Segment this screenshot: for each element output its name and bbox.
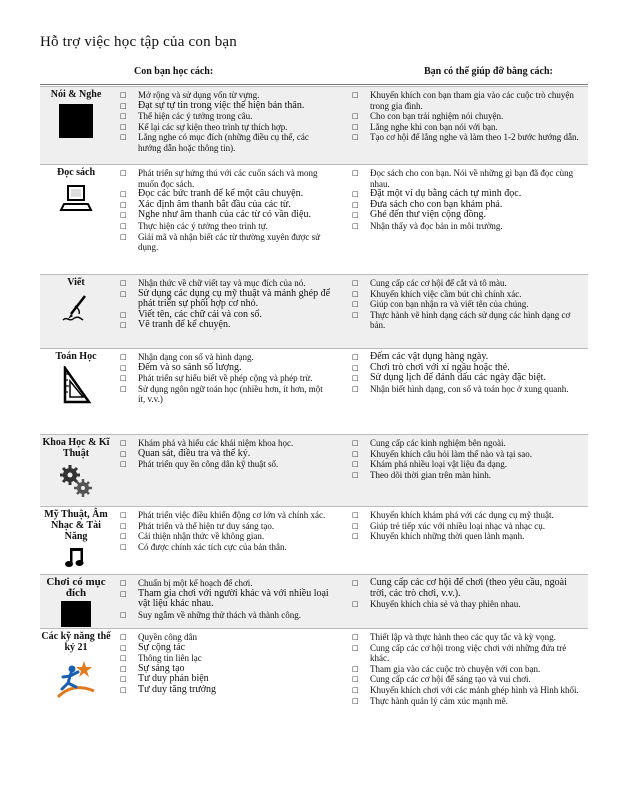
list-item: □ Suy ngẫm về những thử thách và thành công. xyxy=(120,610,332,621)
list-item: □ Đọc các bức tranh để kể một câu chuyện. xyxy=(120,189,332,200)
list-item: □ Nhận thức về chữ viết tay và mục đích của nó. xyxy=(120,278,332,289)
music-note-icon xyxy=(63,546,89,568)
list-item: □ Mở rộng và sử dụng vốn từ vựng. xyxy=(120,90,332,101)
list-item: □ Đếm và so sánh số lượng. xyxy=(120,363,332,374)
list-item: □ Cung cấp các cơ hội để chơi (theo yêu cầu, ngoài trời, các trò chơi, v.v.). xyxy=(352,578,584,599)
list-item: □ Sự cộng tác xyxy=(120,643,332,654)
row-reading xyxy=(40,164,588,274)
category-label: Toán Học xyxy=(55,351,97,362)
list-item: □ Khuyến khích câu hỏi làm thế nào và tại sao. xyxy=(352,449,584,460)
learn-list xyxy=(120,352,332,405)
category-cell xyxy=(40,351,112,404)
list-item: □ Có được chính xác tích cực của bản thân. xyxy=(120,542,332,553)
row-21st-century-skills xyxy=(40,628,588,754)
list-item: □ Tham gia chơi với người khác và với nhiều loại vật liệu khác nhau. xyxy=(120,589,332,610)
list-item: □ Lắng nghe khi con bạn nói với bạn. xyxy=(352,122,584,133)
row-speaking-listening xyxy=(40,86,588,164)
row-arts-music xyxy=(40,506,588,574)
list-item: □ Nhận biết hình dạng, con số và toán học ở xung quanh. xyxy=(352,384,584,395)
list-item: □ Cung cấp các cơ hội để sáng tạo và vui chơi. xyxy=(352,674,584,685)
list-item: □ Quan sát, điều tra và thể ký. xyxy=(120,449,332,460)
list-item: □ Thiết lập và thực hành theo các quy tắc và kỳ vọng. xyxy=(352,632,584,643)
list-item: □ Tham gia vào các cuộc trò chuyện với con bạn. xyxy=(352,664,584,675)
list-item: □ Lắng nghe có mục đích (những điều cụ thể, các hướng dẫn hoặc thông tin). xyxy=(120,132,332,153)
list-item: □ Khuyến khích chơi với các mảnh ghép hình và Hình khối. xyxy=(352,685,584,696)
list-item: □ Khuyến khích việc cầm bút chì chính xác. xyxy=(352,289,584,300)
help-list xyxy=(352,578,584,610)
gears-icon xyxy=(58,463,94,499)
list-item: □ Khám phá và hiểu các khái niệm khoa học. xyxy=(120,438,332,449)
list-item: □ Sử dụng các dụng cụ mỹ thuật và mảnh ghép để phát triển sự phối hợp cơ nhỏ. xyxy=(120,289,332,310)
list-item: □ Cung cấp các cơ hội để cắt và tô màu. xyxy=(352,278,584,289)
list-item: □ Đặt một ví dụ bằng cách tự mình đọc. xyxy=(352,189,584,200)
list-item: □ Phát triển việc điều khiển động cơ lớn và chính xác. xyxy=(120,510,332,521)
list-item: □ Khuyến khích khám phá với các dụng cụ mỹ thuật. xyxy=(352,510,584,521)
row-writing xyxy=(40,274,588,348)
help-list xyxy=(352,168,584,232)
list-item: □ Cung cấp các kinh nghiệm bên ngoài. xyxy=(352,438,584,449)
category-label: Đọc sách xyxy=(56,167,96,178)
list-item: □ Phát triển và thể hiện tư duy sáng tạo. xyxy=(120,521,332,532)
help-list xyxy=(352,510,584,542)
category-cell xyxy=(40,167,112,216)
list-item: □ Khám phá nhiều loại vật liệu đa dạng. xyxy=(352,459,584,470)
category-cell xyxy=(40,277,112,326)
row-math xyxy=(40,348,588,434)
category-cell xyxy=(40,437,112,499)
category-label: Mỹ Thuật, Âm Nhạc & Tài Năng xyxy=(44,509,108,542)
list-item: □ Giúp trẻ tiếp xúc với nhiều loại nhạc và nhạc cụ. xyxy=(352,521,584,532)
list-item: □ Phát triển sự hiểu biết về phép cộng và phép trừ. xyxy=(120,373,332,384)
learn-list xyxy=(120,632,332,696)
row-purposeful-play xyxy=(40,574,588,628)
column-header-help: Bạn có thể giúp đỡ bằng cách: xyxy=(424,66,553,77)
column-header-learn: Con bạn học cách: xyxy=(134,66,214,77)
category-label: Các kỹ năng thế kỷ 21 xyxy=(41,631,111,653)
list-item: □ Sự sáng tạo xyxy=(120,664,332,675)
list-item: □ Vẽ tranh để kể chuyện. xyxy=(120,320,332,331)
list-item: □ Tạo cơ hội để lắng nghe và làm theo 1-2 bước hướng dẫn. xyxy=(352,132,584,143)
page-title: Hỗ trợ việc học tập của con bạn xyxy=(40,34,237,50)
list-item: □ Cung cấp các cơ hội trong việc chơi với những đứa trẻ khác. xyxy=(352,643,584,664)
learn-list xyxy=(120,578,332,620)
list-item: □ Viết tên, các chữ cái và con số. xyxy=(120,310,332,321)
category-label: Nói & Nghe xyxy=(50,89,102,100)
list-item: □ Nhận dạng con số và hình dạng. xyxy=(120,352,332,363)
list-item: □ Xác định âm thanh bắt đầu của các từ. xyxy=(120,200,332,211)
category-label: Viết xyxy=(67,277,85,288)
list-item: □ Cải thiện nhận thức về không gian. xyxy=(120,531,332,542)
list-item: □ Chơi trò chơi với xí ngầu hoặc thẻ. xyxy=(352,363,584,374)
list-item: □ Đếm các vật dụng hàng ngày. xyxy=(352,352,584,363)
runner-star-icon xyxy=(54,657,98,701)
list-item: □ Theo dõi thời gian trên màn hình. xyxy=(352,470,584,481)
help-list xyxy=(352,90,584,143)
learn-list xyxy=(120,510,332,552)
list-item: □ Khuyến khích con bạn tham gia vào các cuộc trò chuyện trong gia đình. xyxy=(352,90,584,111)
list-item: □ Thực hiện các ý tưởng theo trình tự. xyxy=(120,221,332,232)
list-item: □ Cho con bạn trải nghiệm nói chuyện. xyxy=(352,111,584,122)
list-item: □ Khuyến khích chia sẻ và thay phiên nhau. xyxy=(352,599,584,610)
laptop-icon xyxy=(59,182,93,216)
category-label: Khoa Học & Kĩ Thuật xyxy=(42,437,110,459)
list-item: □ Nhận thấy và đọc bản in môi trường. xyxy=(352,221,584,232)
list-item: □ Giúp con bạn nhận ra và viết tên của chúng. xyxy=(352,299,584,310)
list-item: □ Sử dụng ngôn ngữ toán học (nhiều hơn, ít hơn, một ít, v.v.) xyxy=(120,384,332,405)
list-item: □ Khuyến khích những thời quen lành mạnh. xyxy=(352,531,584,542)
list-item: □ Thông tin liên lạc xyxy=(120,653,332,664)
list-item: □ Nghe như âm thanh của các từ có vần điệu. xyxy=(120,210,332,221)
header-divider xyxy=(40,84,588,85)
list-item: □ Tư duy tăng trưởng xyxy=(120,685,332,696)
category-cell xyxy=(40,631,112,701)
help-list xyxy=(352,438,584,480)
black-square-icon xyxy=(61,601,91,627)
help-list xyxy=(352,352,584,394)
category-cell xyxy=(40,509,112,568)
list-item: □ Đưa sách cho con bạn khám phá. xyxy=(352,200,584,211)
list-item: □ Kể lại các sự kiện theo trình tự thích hợp. xyxy=(120,122,332,133)
list-item: □ Chuẩn bị một kế hoạch để chơi. xyxy=(120,578,332,589)
list-item: □ Giải mã và nhận biết các từ thường xuyên được sử dụng. xyxy=(120,232,332,253)
learn-list xyxy=(120,278,332,331)
learn-list xyxy=(120,438,332,470)
category-cell xyxy=(40,89,112,138)
category-label: Chơi có mục đích xyxy=(46,576,106,599)
learn-list xyxy=(120,168,332,253)
list-item: □ Tư duy phản biện xyxy=(120,674,332,685)
pen-writing-icon xyxy=(59,292,93,326)
ruler-triangle-icon xyxy=(59,366,93,404)
learn-list xyxy=(120,90,332,154)
list-item: □ Thực hành quản lý cảm xúc mạnh mẽ. xyxy=(352,696,584,707)
list-item: □ Ghé đến thư viện cộng đồng. xyxy=(352,210,584,221)
list-item: □ Quyền công dân xyxy=(120,632,332,643)
list-item: □ Sử dụng lịch để đánh dấu các ngày đặc biệt. xyxy=(352,373,584,384)
list-item: □ Đạt sự tự tin trong việc thể hiện bản thân. xyxy=(120,101,332,112)
list-item: □ Thực hành vẽ hình dạng cách sử dụng các hình dạng cơ bản. xyxy=(352,310,584,331)
list-item: □ Phát triển sự hứng thú với các cuốn sách và mong muốn đọc sách. xyxy=(120,168,332,189)
list-item: □ Phát triển quy ền công dân kỹ thuật số. xyxy=(120,459,332,470)
category-cell xyxy=(40,577,112,627)
row-science-technology xyxy=(40,434,588,506)
list-item: □ Thể hiện các ý tưởng trong câu. xyxy=(120,111,332,122)
help-list xyxy=(352,632,584,706)
list-item: □ Đọc sách cho con bạn. Nói về những gì bạn đã đọc cùng nhau. xyxy=(352,168,584,189)
black-square-icon xyxy=(59,104,93,138)
help-list xyxy=(352,278,584,331)
